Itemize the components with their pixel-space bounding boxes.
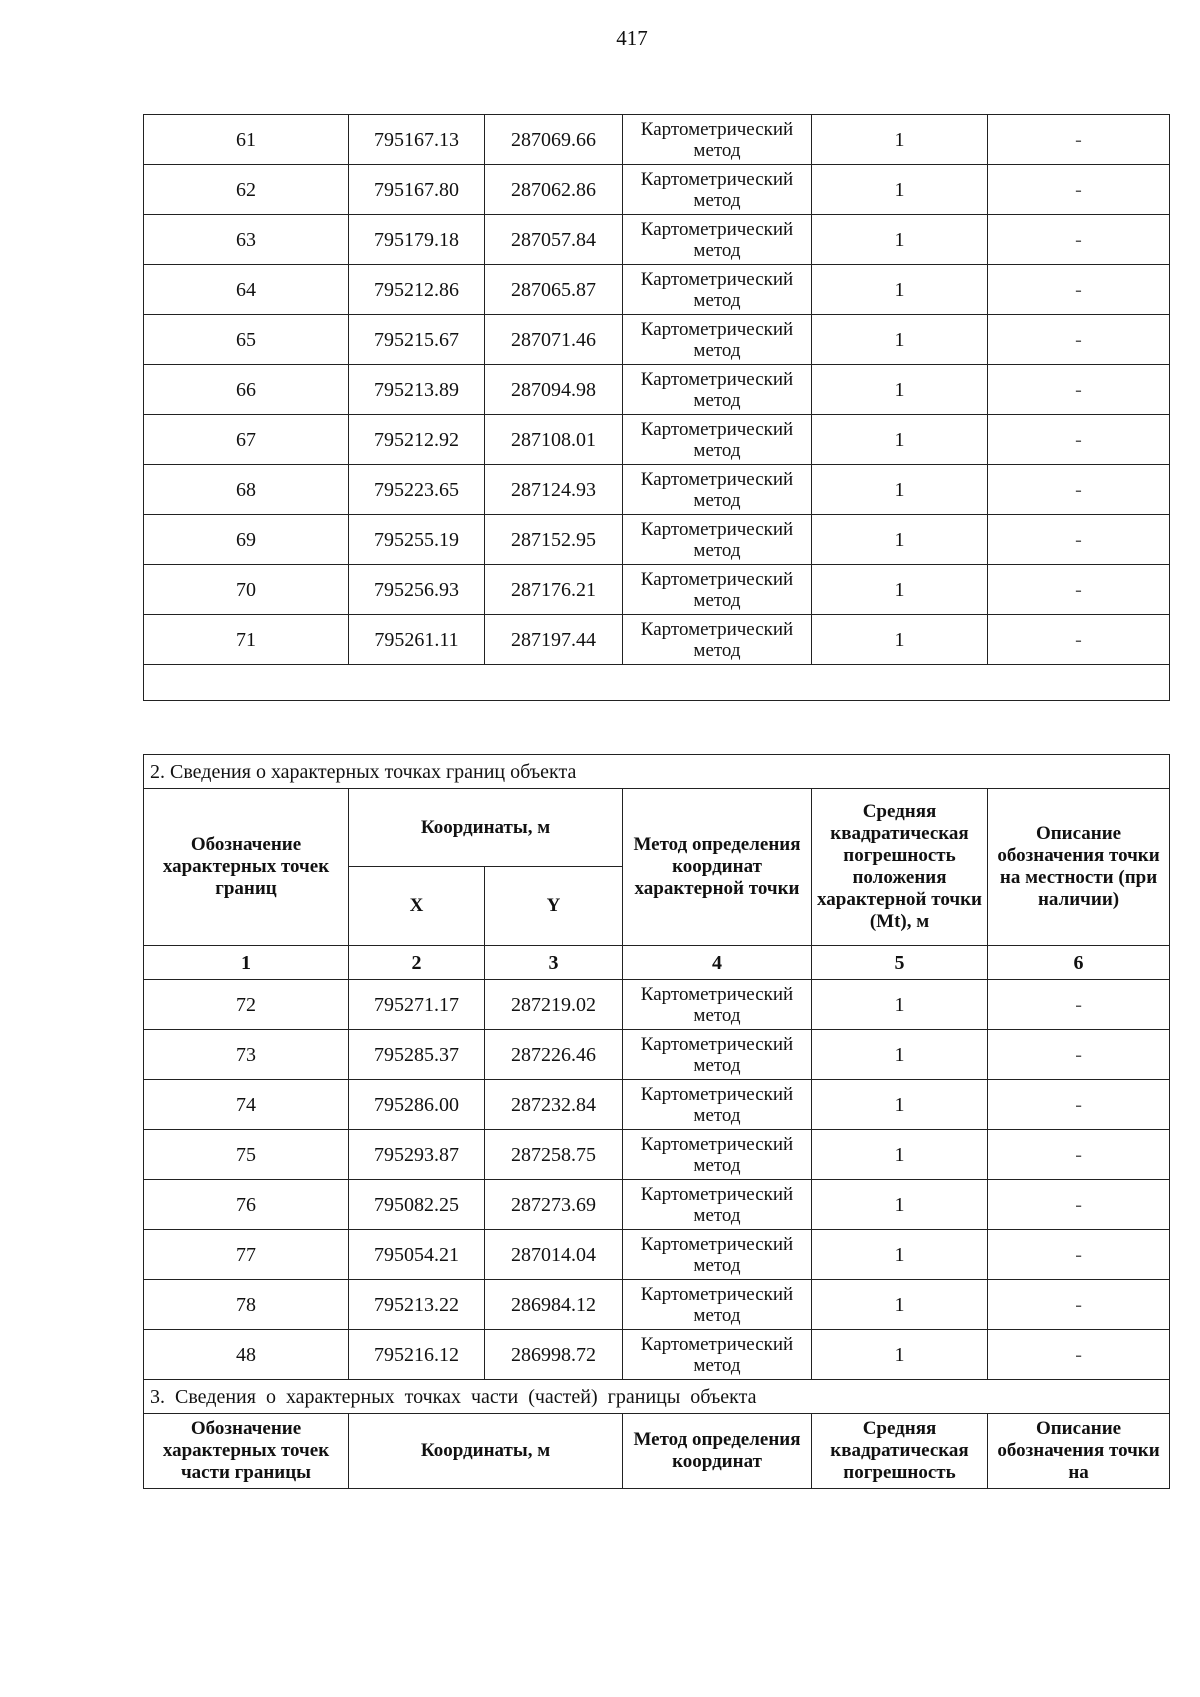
x-coordinate-cell: 795286.00 [349,1080,485,1130]
description-cell: - [988,1230,1170,1280]
header-part-designation: Обозначение характерных точек части границы [144,1414,349,1489]
x-coordinate-cell: 795255.19 [349,515,485,565]
header-x: X [349,867,485,946]
method-cell: Картометрический метод [623,615,812,665]
method-cell: Картометрический метод [623,315,812,365]
empty-cell [144,665,1170,701]
accuracy-cell: 1 [812,1030,988,1080]
accuracy-cell: 1 [812,165,988,215]
accuracy-cell: 1 [812,1180,988,1230]
header-accuracy: Средняя квадратическая погрешность положения характерной точки (Mt), м [812,789,988,946]
accuracy-cell: 1 [812,1230,988,1280]
point-number-cell: 70 [144,565,349,615]
y-coordinate-cell: 287258.75 [485,1130,623,1180]
header-designation: Обозначение характерных точек границ [144,789,349,946]
method-cell: Картометрический метод [623,515,812,565]
description-cell: - [988,1030,1170,1080]
point-number-cell: 69 [144,515,349,565]
x-coordinate-cell: 795213.89 [349,365,485,415]
accuracy-cell: 1 [812,215,988,265]
x-coordinate-cell: 795179.18 [349,215,485,265]
table-row [144,1080,1170,1130]
x-coordinate-cell: 795167.13 [349,115,485,165]
x-coordinate-cell: 795212.92 [349,415,485,465]
method-cell: Картометрический метод [623,415,812,465]
table-row [144,615,1170,665]
section-2-title: 2. Сведения о характерных точках границ объекта [144,755,1170,789]
accuracy-cell: 1 [812,465,988,515]
table-row [144,1180,1170,1230]
method-cell: Картометрический метод [623,165,812,215]
table-row [144,1280,1170,1330]
header-part-description: Описание обозначения точки на [988,1414,1170,1489]
y-coordinate-cell: 287062.86 [485,165,623,215]
y-coordinate-cell: 286984.12 [485,1280,623,1330]
description-cell: - [988,1080,1170,1130]
accuracy-cell: 1 [812,115,988,165]
method-cell: Картометрический метод [623,265,812,315]
table-row [144,515,1170,565]
description-cell: - [988,315,1170,365]
description-cell: - [988,515,1170,565]
table-row [144,565,1170,615]
table-row [144,215,1170,265]
accuracy-cell: 1 [812,515,988,565]
column-number: 5 [812,946,988,980]
section-3-title: 3. Сведения о характерных точках части (частей) границы объекта [144,1380,1170,1414]
header-y: Y [485,867,623,946]
description-cell: - [988,1130,1170,1180]
method-cell: Картометрический метод [623,115,812,165]
point-number-cell: 77 [144,1230,349,1280]
section-3-header-row [144,1414,1170,1489]
y-coordinate-cell: 287124.93 [485,465,623,515]
accuracy-cell: 1 [812,415,988,465]
method-cell: Картометрический метод [623,465,812,515]
accuracy-cell: 1 [812,1080,988,1130]
empty-row [144,665,1170,701]
boundary-points-table [143,754,1170,1489]
y-coordinate-cell: 287226.46 [485,1030,623,1080]
accuracy-cell: 1 [812,1280,988,1330]
y-coordinate-cell: 287014.04 [485,1230,623,1280]
x-coordinate-cell: 795167.80 [349,165,485,215]
description-cell: - [988,465,1170,515]
x-coordinate-cell: 795215.67 [349,315,485,365]
table-row [144,115,1170,165]
x-coordinate-cell: 795212.86 [349,265,485,315]
description-cell: - [988,1330,1170,1380]
point-number-cell: 76 [144,1180,349,1230]
table-row [144,315,1170,365]
page-number: 417 [616,26,648,50]
table-row [144,165,1170,215]
column-number: 4 [623,946,812,980]
y-coordinate-cell: 287197.44 [485,615,623,665]
method-cell: Картометрический метод [623,215,812,265]
point-number-cell: 75 [144,1130,349,1180]
column-number: 2 [349,946,485,980]
x-coordinate-cell: 795293.87 [349,1130,485,1180]
column-number: 1 [144,946,349,980]
description-cell: - [988,980,1170,1030]
x-coordinate-cell: 795256.93 [349,565,485,615]
x-coordinate-cell: 795054.21 [349,1230,485,1280]
y-coordinate-cell: 287065.87 [485,265,623,315]
header-part-method: Метод определения координат [623,1414,812,1489]
y-coordinate-cell: 287152.95 [485,515,623,565]
method-cell: Картометрический метод [623,1080,812,1130]
method-cell: Картометрический метод [623,1030,812,1080]
x-coordinate-cell: 795271.17 [349,980,485,1030]
method-cell: Картометрический метод [623,980,812,1030]
x-coordinate-cell: 795082.25 [349,1180,485,1230]
column-number: 3 [485,946,623,980]
point-number-cell: 48 [144,1330,349,1380]
header-description: Описание обозначения точки на местности (при наличии) [988,789,1170,946]
accuracy-cell: 1 [812,1330,988,1380]
point-number-cell: 66 [144,365,349,415]
x-coordinate-cell: 795261.11 [349,615,485,665]
method-cell: Картометрический метод [623,1180,812,1230]
header-part-accuracy: Средняя квадратическая погрешность [812,1414,988,1489]
method-cell: Картометрический метод [623,1230,812,1280]
method-cell: Картометрический метод [623,1330,812,1380]
header-part-coordinates: Координаты, м [349,1414,623,1489]
description-cell: - [988,1280,1170,1330]
accuracy-cell: 1 [812,315,988,365]
y-coordinate-cell: 287273.69 [485,1180,623,1230]
point-number-cell: 73 [144,1030,349,1080]
point-number-cell: 63 [144,215,349,265]
table-row [144,265,1170,315]
accuracy-cell: 1 [812,1130,988,1180]
description-cell: - [988,1180,1170,1230]
header-coordinates: Координаты, м [349,789,623,867]
method-cell: Картометрический метод [623,565,812,615]
point-number-cell: 64 [144,265,349,315]
point-number-cell: 72 [144,980,349,1030]
table-row [144,365,1170,415]
boundary-points-table-continued [143,114,1170,701]
accuracy-cell: 1 [812,565,988,615]
description-cell: - [988,615,1170,665]
point-number-cell: 67 [144,415,349,465]
y-coordinate-cell: 286998.72 [485,1330,623,1380]
table-row [144,1230,1170,1280]
point-number-cell: 61 [144,115,349,165]
y-coordinate-cell: 287069.66 [485,115,623,165]
accuracy-cell: 1 [812,365,988,415]
accuracy-cell: 1 [812,615,988,665]
x-coordinate-cell: 795216.12 [349,1330,485,1380]
description-cell: - [988,265,1170,315]
y-coordinate-cell: 287057.84 [485,215,623,265]
point-number-cell: 68 [144,465,349,515]
table-row [144,980,1170,1030]
table-row [144,1030,1170,1080]
y-coordinate-cell: 287094.98 [485,365,623,415]
point-number-cell: 65 [144,315,349,365]
table-row [144,415,1170,465]
accuracy-cell: 1 [812,980,988,1030]
description-cell: - [988,415,1170,465]
x-coordinate-cell: 795223.65 [349,465,485,515]
y-coordinate-cell: 287071.46 [485,315,623,365]
description-cell: - [988,165,1170,215]
method-cell: Картометрический метод [623,1130,812,1180]
method-cell: Картометрический метод [623,365,812,415]
header-method: Метод определения координат характерной точки [623,789,812,946]
x-coordinate-cell: 795213.22 [349,1280,485,1330]
column-number: 6 [988,946,1170,980]
column-numbers-row [144,946,1170,980]
description-cell: - [988,365,1170,415]
point-number-cell: 74 [144,1080,349,1130]
table-row [144,1330,1170,1380]
description-cell: - [988,565,1170,615]
point-number-cell: 78 [144,1280,349,1330]
section-title-row [144,755,1170,789]
section-3-title-row [144,1380,1170,1414]
y-coordinate-cell: 287176.21 [485,565,623,615]
method-cell: Картометрический метод [623,1280,812,1330]
description-cell: - [988,215,1170,265]
x-coordinate-cell: 795285.37 [349,1030,485,1080]
accuracy-cell: 1 [812,265,988,315]
point-number-cell: 62 [144,165,349,215]
table-row [144,465,1170,515]
point-number-cell: 71 [144,615,349,665]
y-coordinate-cell: 287108.01 [485,415,623,465]
y-coordinate-cell: 287232.84 [485,1080,623,1130]
y-coordinate-cell: 287219.02 [485,980,623,1030]
header-row [144,789,1170,867]
table-row [144,1130,1170,1180]
description-cell: - [988,115,1170,165]
